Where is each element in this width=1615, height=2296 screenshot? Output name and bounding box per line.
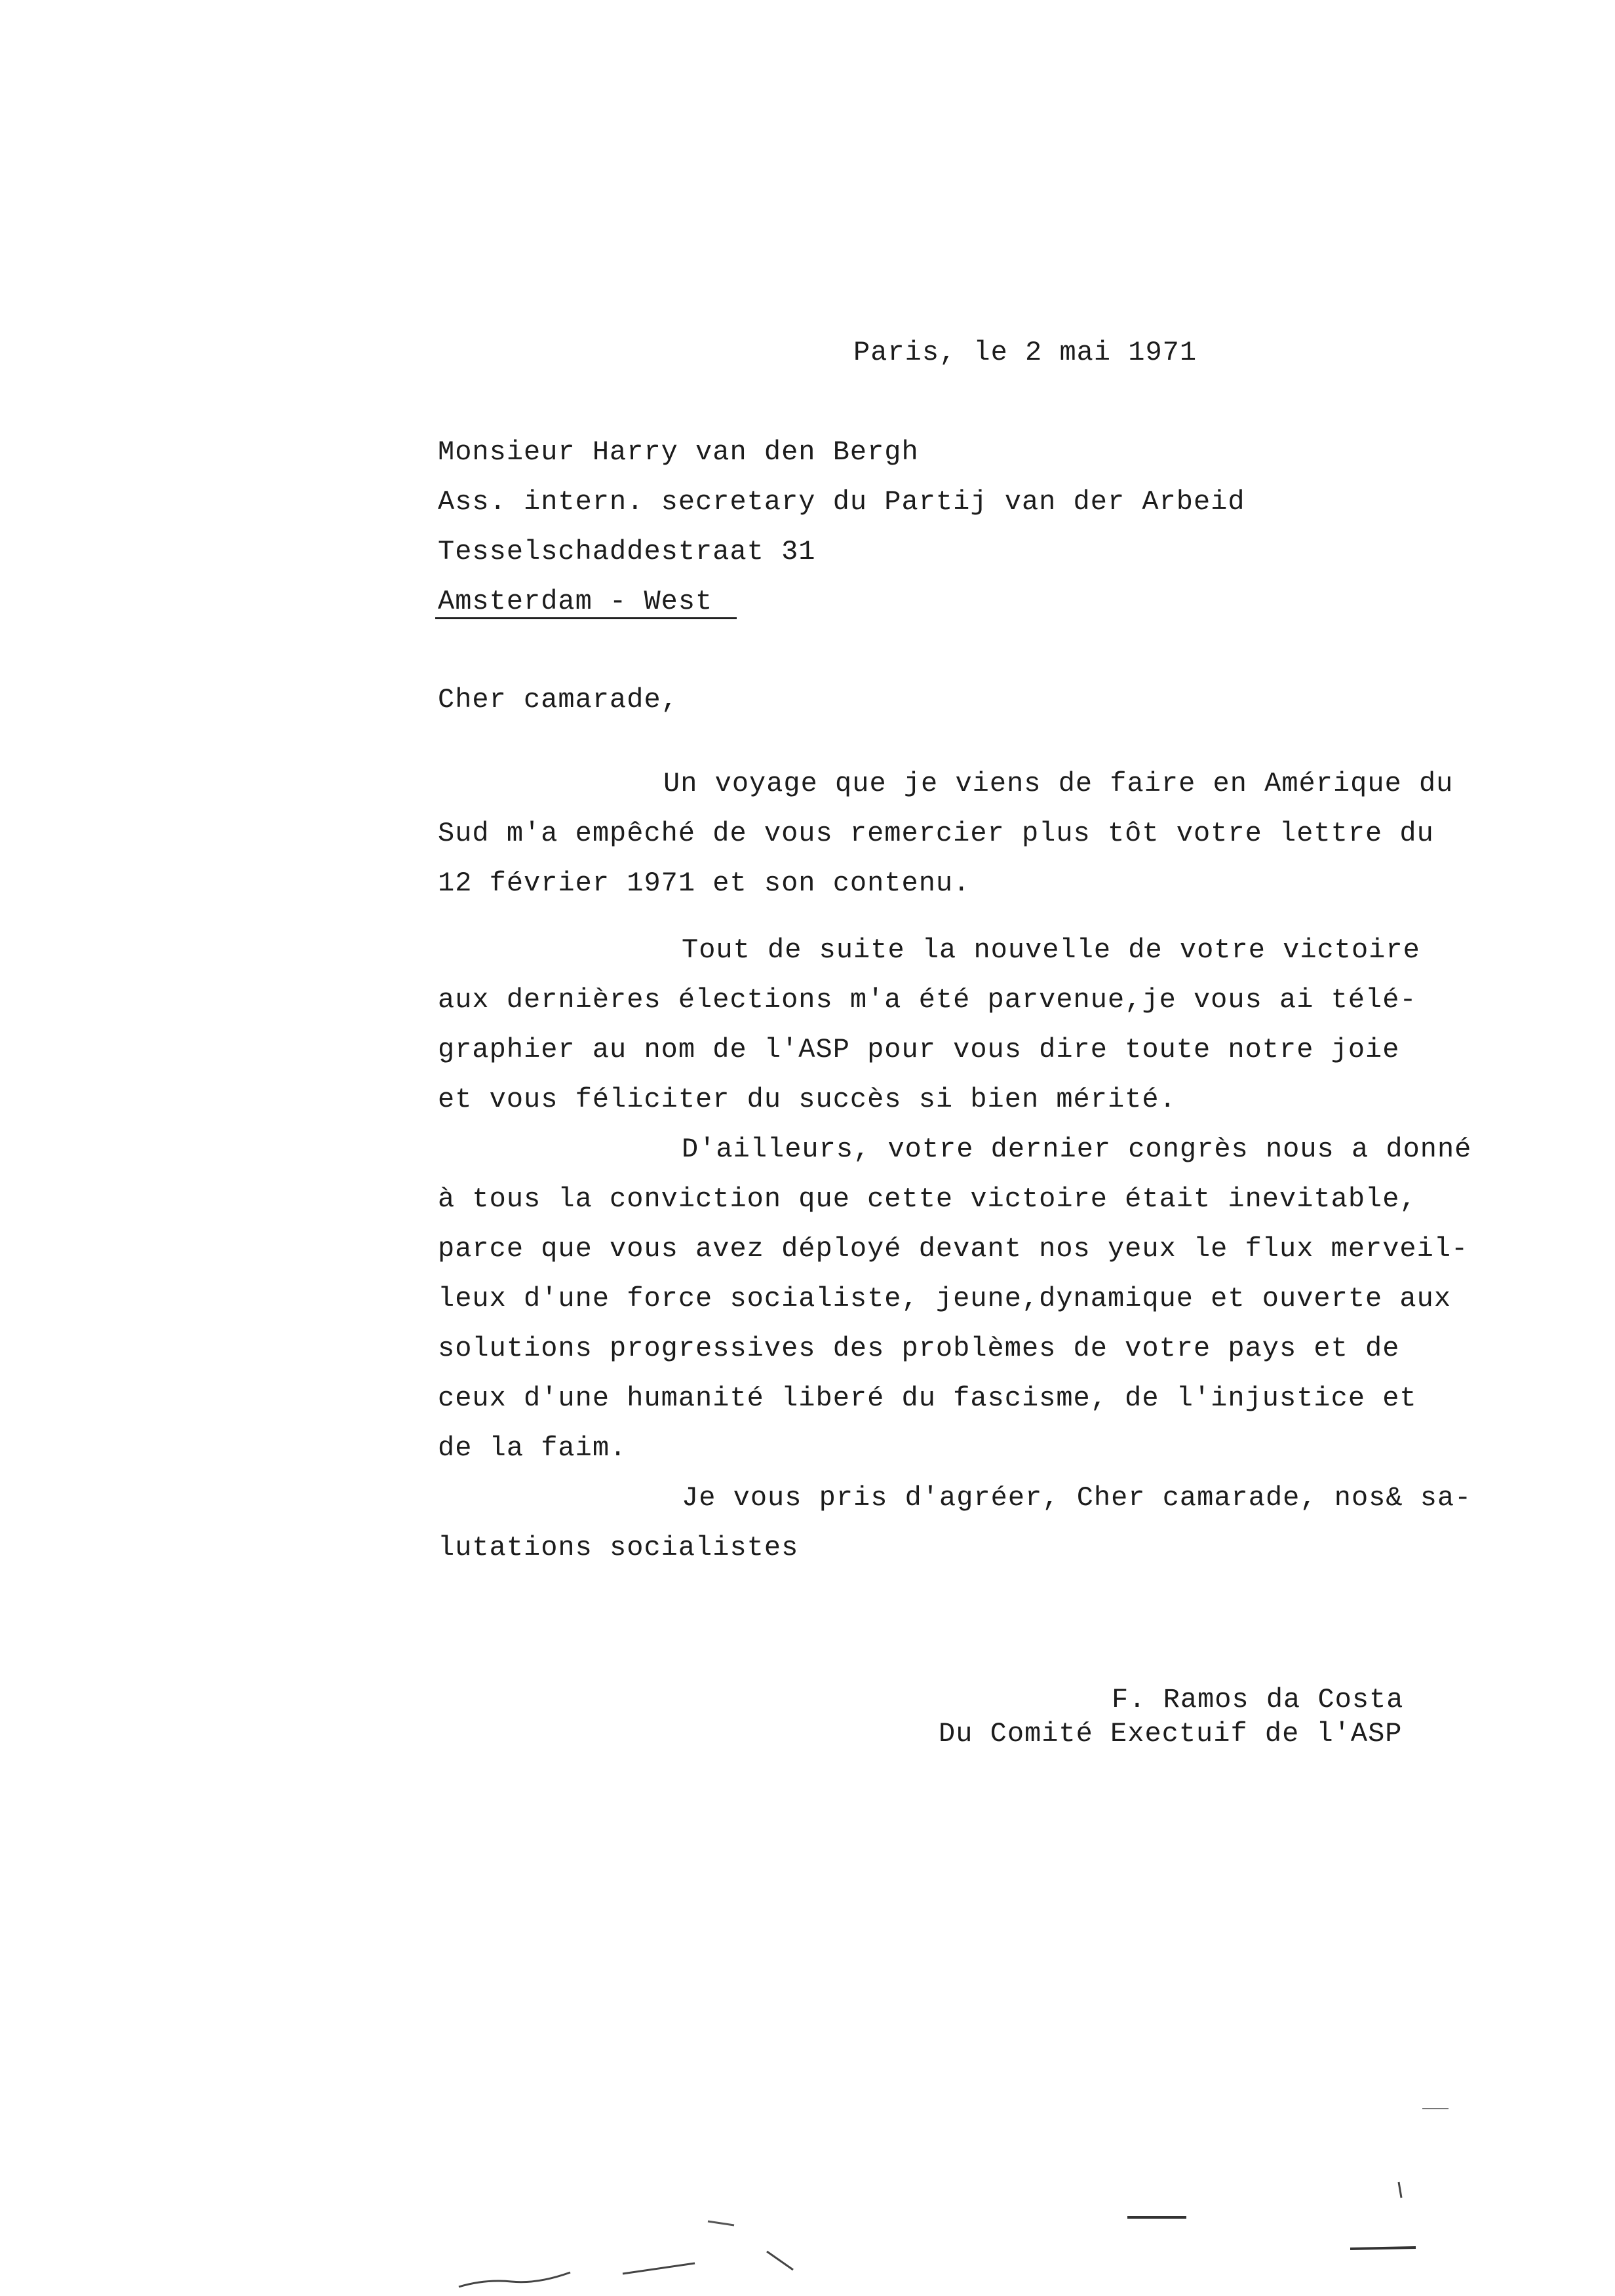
closing-line: Je vous pris d'agréer, Cher camarade, nos& sa- bbox=[682, 1482, 1472, 1514]
paragraph-3-line: ceux d'une humanité liberé du fascisme, de l'injustice et bbox=[438, 1383, 1417, 1414]
salutation: Cher camarade, bbox=[438, 684, 678, 716]
paragraph-3-line: de la faim. bbox=[438, 1432, 627, 1464]
paragraph-1-line: 12 février 1971 et son contenu. bbox=[438, 868, 971, 899]
signature-title: Du Comité Exectuif de l'ASP bbox=[939, 1718, 1403, 1750]
paragraph-3-line: leux d'une force socialiste, jeune,dynamique et ouverte aux bbox=[438, 1283, 1452, 1314]
paragraph-2-line: Tout de suite la nouvelle de votre victoire bbox=[682, 934, 1420, 966]
recipient-position: Ass. intern. secretary du Partij van der Arbeid bbox=[438, 486, 1245, 518]
letter-date: Paris, le 2 mai 1971 bbox=[853, 337, 1197, 368]
paragraph-3-line: à tous la conviction que cette victoire était inevitable, bbox=[438, 1183, 1417, 1215]
signature-name: F. Ramos da Costa bbox=[1112, 1684, 1404, 1715]
paragraph-3-line: solutions progressives des problèmes de votre pays et de bbox=[438, 1333, 1400, 1364]
closing-line: lutations socialistes bbox=[438, 1532, 799, 1563]
paragraph-3-line: parce que vous avez déployé devant nos yeux le flux merveil- bbox=[438, 1233, 1469, 1265]
paragraph-2-line: graphier au nom de l'ASP pour vous dire toute notre joie bbox=[438, 1034, 1400, 1065]
paragraph-3-line: D'ailleurs, votre dernier congrès nous a donné bbox=[682, 1134, 1472, 1165]
city-underline bbox=[435, 617, 737, 619]
paragraph-1-line: Un voyage que je viens de faire en Amérique du bbox=[663, 768, 1454, 799]
paragraph-2-line: aux dernières élections m'a été parvenue,je vous ai télé- bbox=[438, 984, 1417, 1016]
recipient-city: Amsterdam - West bbox=[438, 586, 713, 617]
recipient-name: Monsieur Harry van den Bergh bbox=[438, 436, 919, 468]
paragraph-2-line: et vous féliciter du succès si bien mérité. bbox=[438, 1084, 1177, 1115]
paragraph-1-line: Sud m'a empêché de vous remercier plus tôt votre lettre du bbox=[438, 818, 1434, 849]
recipient-street: Tesselschaddestraat 31 bbox=[438, 536, 816, 567]
